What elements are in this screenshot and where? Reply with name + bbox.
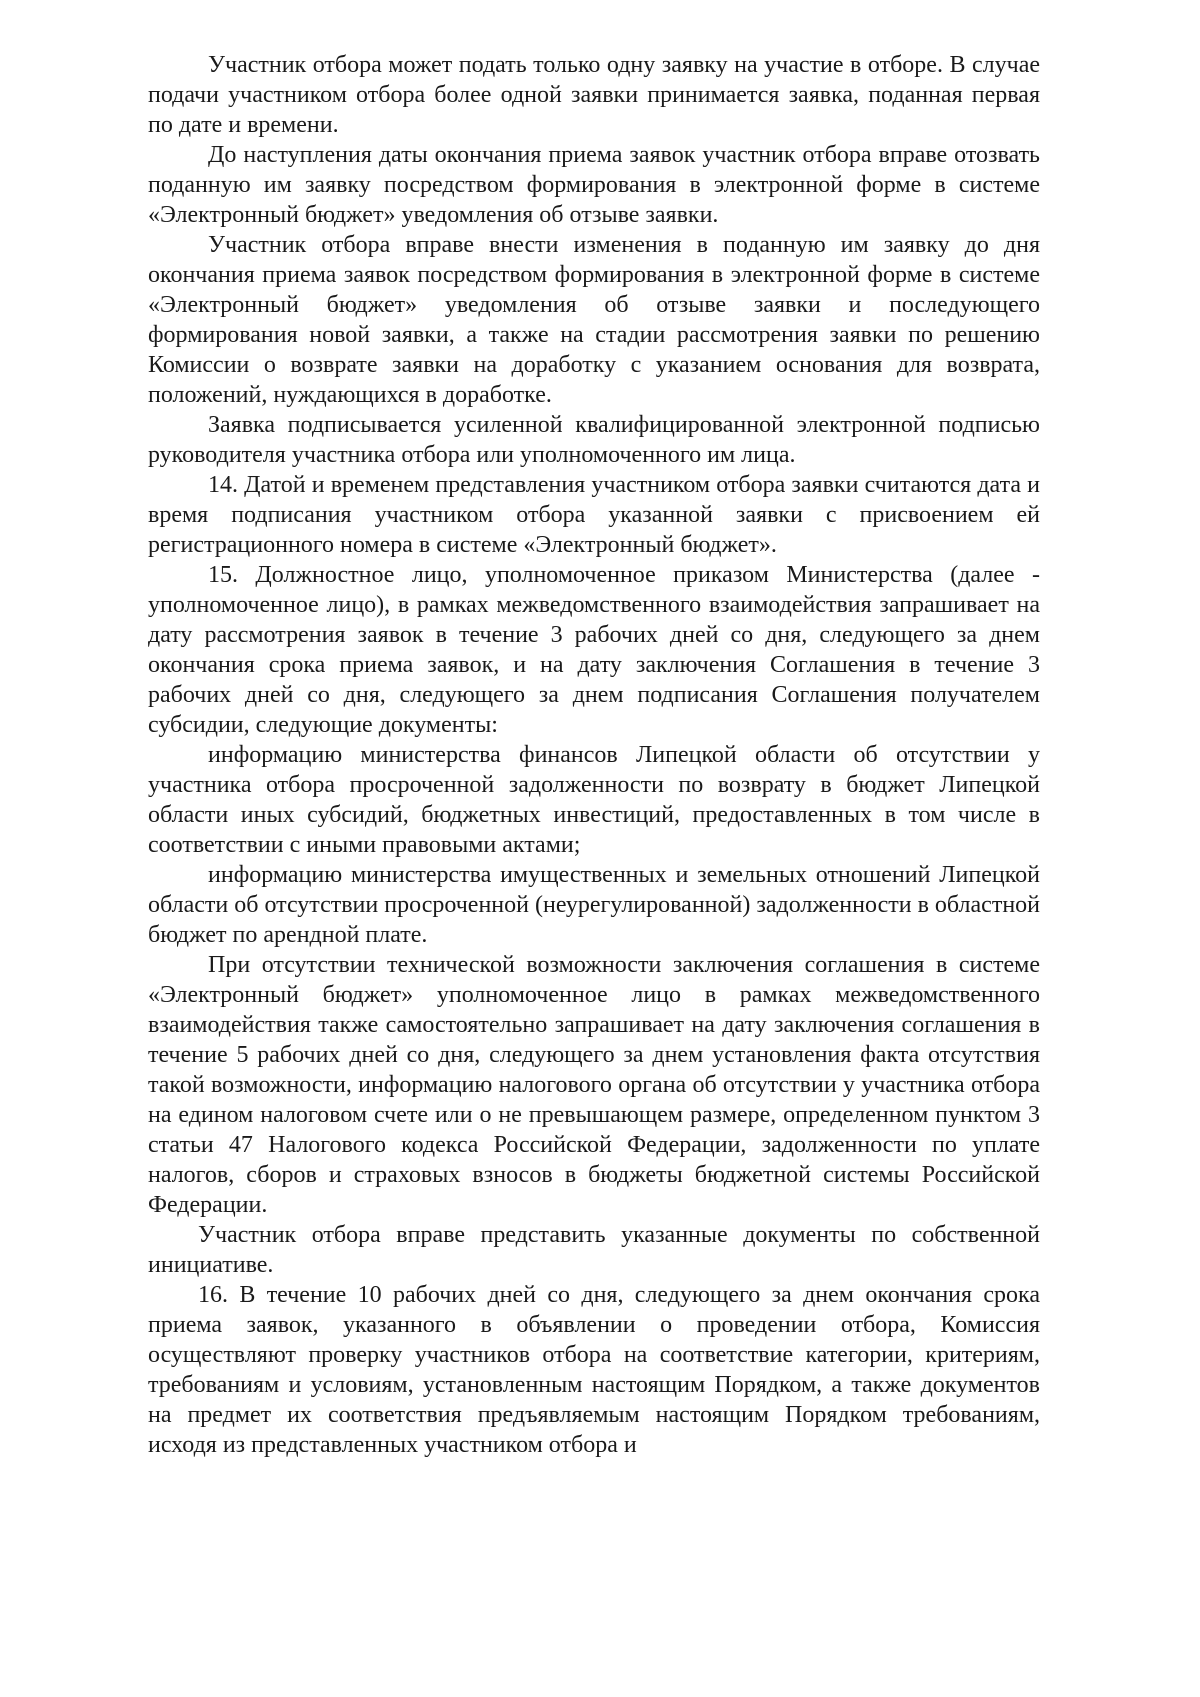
paragraph-item-16: 16. В течение 10 рабочих дней со дня, следующего за днем окончания срока приема заявок, указанного в объявлении о проведении отбора, Комиссия осуществляют проверку участников отбора на соответствие категории, критериям, требованиям и условиям, установленным настоящим Порядком, а также документов на предмет их соответствия предъявляемым настоящим Порядком требованиям, исходя из представленных участником отбора и bbox=[148, 1282, 1040, 1458]
paragraph-amend-application: Участник отбора вправе внести изменения в поданную им заявку до дня окончания приема заявок посредством формирования в электронной форме в системе «Электронный бюджет» уведомления об отзыве заявки и последующего формирования новой заявки, а также на стадии рассмотрения заявки по решению Комиссии о возврате заявки на доработку с указанием основания для возврата, положений, нуждающихся в доработке. bbox=[148, 232, 1040, 408]
document-page bbox=[148, 50, 1040, 1460]
paragraph-finance-ministry-info: информацию министерства финансов Липецкой области об отсутствии у участника отбора просроченной задолженности по возврату в бюджет Липецкой области иных субсидий, бюджетных инвестиций, предоставленных в том числе в соответствии с иными правовыми актами; bbox=[148, 742, 1040, 858]
paragraph-single-application: Участник отбора может подать только одну заявку на участие в отборе. В случае подачи участником отбора более одной заявки принимается заявка, поданная первая по дате и времени. bbox=[148, 52, 1040, 138]
paragraph-no-technical-possibility: При отсутствии технической возможности заключения соглашения в системе «Электронный бюджет» уполномоченное лицо в рамках межведомственного взаимодействия также самостоятельно запрашивает на дату заключения соглашения в течение 5 рабочих дней со дня, следующего за днем установления факта отсутствия такой возможности, информацию налогового органа об отсутствии у участника отбора на едином налоговом счете или о не превышающем размере, определенном пунктом 3 статьи 47 Налогового кодекса Российской Федерации, задолженности по уплате налогов, сборов и страховых взносов в бюджеты бюджетной системы Российской Федерации. bbox=[148, 952, 1040, 1218]
paragraph-withdraw-application: До наступления даты окончания приема заявок участник отбора вправе отозвать поданную им заявку посредством формирования в электронной форме в системе «Электронный бюджет» уведомления об отзыве заявки. bbox=[148, 142, 1040, 228]
paragraph-item-15: 15. Должностное лицо, уполномоченное приказом Министерства (далее - уполномоченное лицо), в рамках межведомственного взаимодействия запрашивает на дату рассмотрения заявок в течение 3 рабочих дней со дня, следующего за днем окончания срока приема заявок, и на дату заключения Соглашения в течение 3 рабочих дней со дня, следующего за днем подписания Соглашения получателем субсидии, следующие документы: bbox=[148, 562, 1040, 738]
paragraph-own-initiative: Участник отбора вправе представить указанные документы по собственной инициативе. bbox=[148, 1222, 1040, 1278]
paragraph-signature: Заявка подписывается усиленной квалифицированной электронной подписью руководителя участника отбора или уполномоченного им лица. bbox=[148, 412, 1040, 468]
paragraph-item-14: 14. Датой и временем представления участником отбора заявки считаются дата и время подписания участником отбора указанной заявки с присвоением ей регистрационного номера в системе «Электронный бюджет». bbox=[148, 472, 1040, 558]
paragraph-property-ministry-info: информацию министерства имущественных и земельных отношений Липецкой области об отсутствии просроченной (неурегулированной) задолженности в областной бюджет по арендной плате. bbox=[148, 862, 1040, 948]
